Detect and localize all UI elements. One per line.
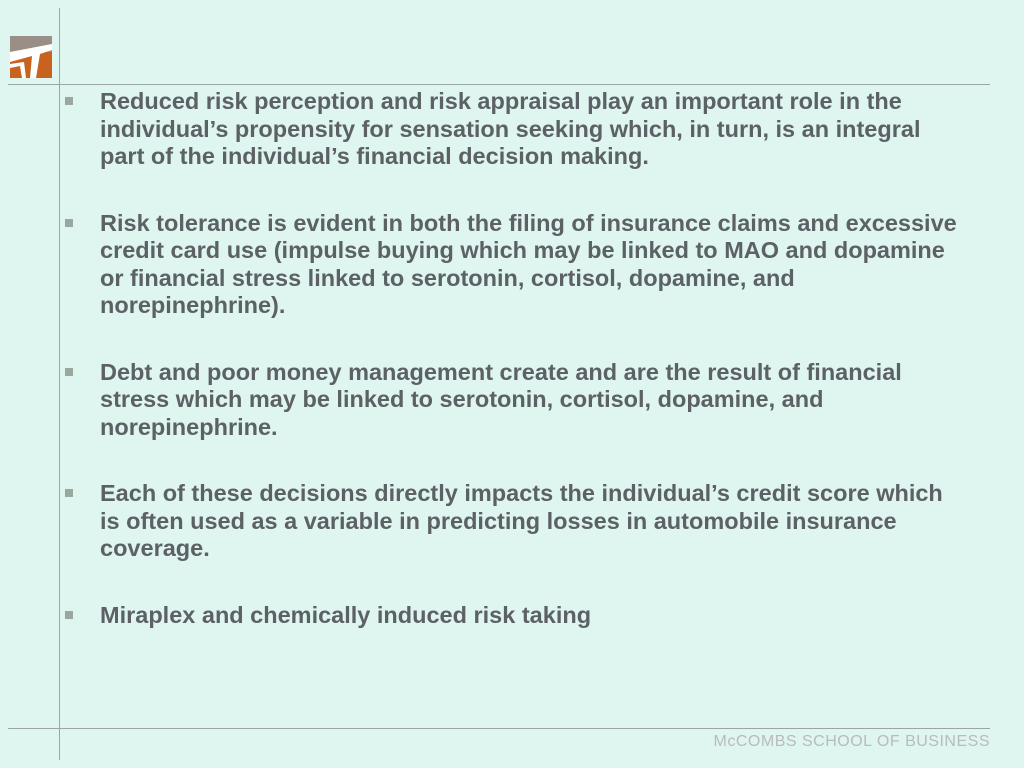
bullet-text: Risk tolerance is evident in both the filing of insurance claims and excessive credit card use (impulse buying which may be linked to MAO and dopamine or financial stress linked to serotonin, cortisol, dopamine, and norepinephrine). — [100, 209, 957, 318]
footer-school-name: McCOMBS SCHOOL OF BUSINESS — [713, 733, 990, 750]
list-item — [62, 88, 962, 171]
bullet-list — [62, 88, 962, 629]
square-bullet-icon — [65, 489, 73, 497]
bullet-text: Debt and poor money management create and are the result of financial stress which may be linked to serotonin, cortisol, dopamine, and norepinephrine. — [100, 358, 902, 440]
list-item — [62, 602, 962, 630]
bottom-divider — [8, 728, 990, 729]
vertical-divider — [59, 8, 60, 760]
list-item — [62, 210, 962, 320]
list-item — [62, 480, 962, 563]
square-bullet-icon — [65, 97, 73, 105]
square-bullet-icon — [65, 368, 73, 376]
list-item — [62, 359, 962, 442]
top-divider — [8, 84, 990, 85]
square-bullet-icon — [65, 611, 73, 619]
bullet-text: Each of these decisions directly impacts the individual’s credit score which is often used as a variable in predicting losses in automobile insurance coverage. — [100, 480, 943, 561]
bullet-text: Reduced risk perception and risk appraisal play an important role in the individual’s propensity for sensation seeking which, in turn, is an integral part of the individual’s financial decision making. — [100, 88, 921, 169]
square-bullet-icon — [65, 219, 73, 227]
bullet-text: Miraplex and chemically induced risk taking — [100, 601, 592, 628]
ut-tower-logo-icon — [10, 36, 52, 78]
